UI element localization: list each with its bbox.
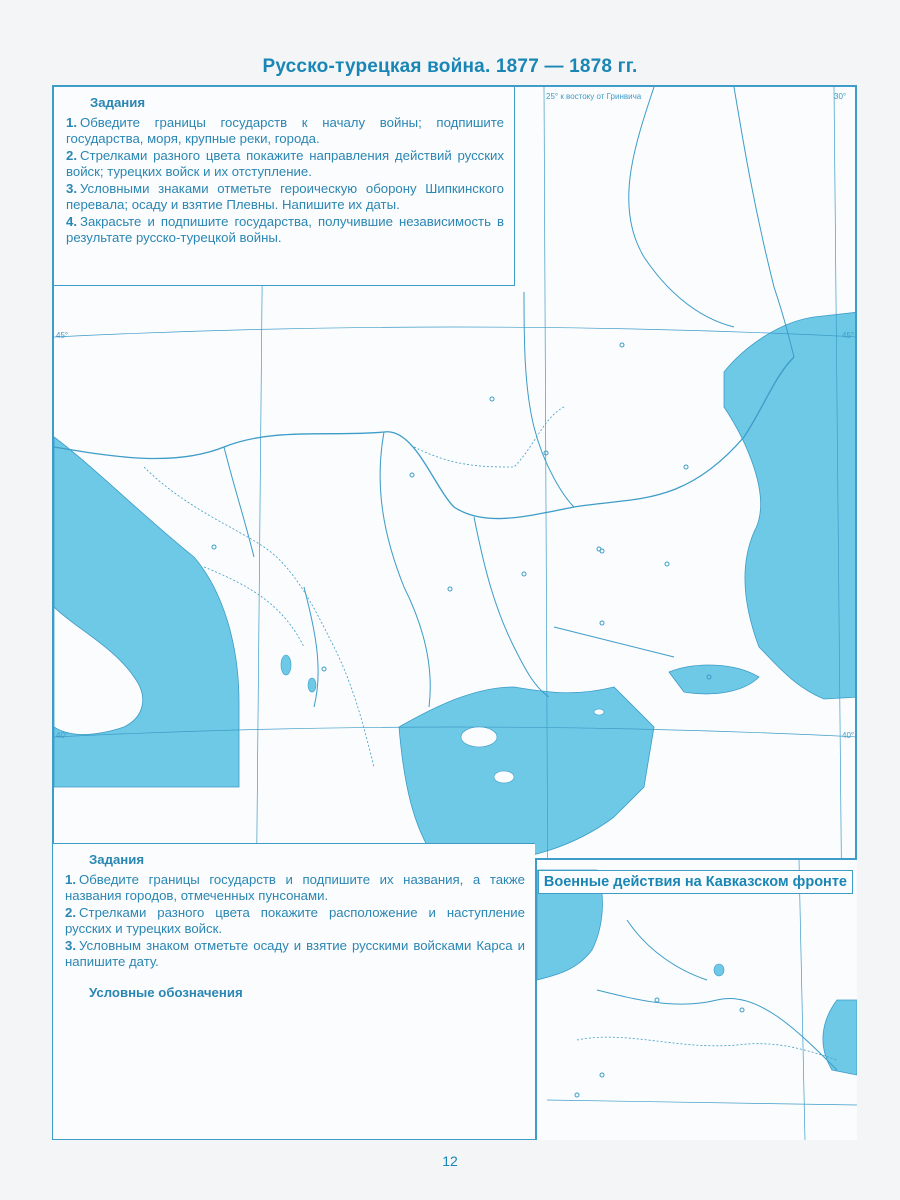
page-number: 12 (442, 1153, 458, 1169)
river (224, 447, 254, 557)
city-dot (490, 397, 494, 401)
river (474, 517, 549, 697)
lake (281, 655, 291, 675)
task-box-caucasus (53, 843, 535, 1139)
task-item: 1. Обведите границы государств и подпишите их названия, а также названия городов, отмеченных пунсонами. (65, 871, 525, 903)
caucasus-map-canvas (537, 860, 857, 1140)
task-item: 4. Закрасьте и подпишите государства, получившие независимость в результате русско-турецкой войны. (66, 213, 504, 245)
task-header: Задания (90, 95, 146, 110)
latitude-label: 45° (842, 331, 855, 340)
island (594, 709, 604, 715)
river (524, 292, 574, 507)
city-dot (448, 587, 452, 591)
city-dot (740, 1008, 744, 1012)
island (494, 771, 514, 783)
task-item: 2. Стрелками разного цвета покажите расположение и наступление русских и турецких войск. (65, 904, 525, 936)
inset-title: Военные действия на Кавказском фронте (538, 870, 853, 894)
task-header: Задания (89, 852, 145, 867)
border-line (414, 407, 564, 467)
meridian-label: 25° к востоку от Гринвича (546, 92, 642, 101)
meridian-line (547, 1100, 857, 1105)
city-dot (600, 621, 604, 625)
river (627, 920, 707, 980)
city-dot (410, 473, 414, 477)
city-dot (522, 572, 526, 576)
river (380, 432, 430, 707)
city-dot (575, 1093, 579, 1097)
island (461, 727, 497, 747)
latitude-label: 45° (56, 331, 69, 340)
city-dot (600, 1073, 604, 1077)
task-item: 3. Условными знаками отметьте героическую оборону Шипкинского перевала; осаду и взятие Плевны. Напишите их даты. (66, 180, 504, 212)
river (554, 627, 674, 657)
city-dot (655, 998, 659, 1002)
city-dot (600, 549, 604, 553)
latitude-label: 40° (56, 731, 69, 740)
city-dot (212, 545, 216, 549)
task-item: 3. Условным знаком отметьте осаду и взятие русскими войсками Карса и напишите дату. (65, 937, 525, 969)
river (734, 87, 794, 357)
sea-of-marmara (669, 665, 759, 694)
meridian-label: 30° (834, 92, 847, 101)
river-danube (54, 357, 794, 519)
black-sea (724, 312, 857, 699)
city-dot (684, 465, 688, 469)
page-title: Русско-турецкая война. 1877 — 1878 гг. (262, 56, 638, 77)
river (597, 990, 837, 1070)
task-box-main (53, 86, 515, 286)
border-line (577, 1037, 837, 1060)
task-item: 1. Обведите границы государств к началу войны; подпишите государства, моря, крупные реки, города. (66, 114, 504, 146)
city-dot (620, 343, 624, 347)
city-dot (665, 562, 669, 566)
meridian-line (799, 860, 805, 1140)
task-item: 2. Стрелками разного цвета покажите направления действий русских войск; турецких войск и их отступление. (66, 147, 504, 179)
latitude-label: 40° (842, 731, 855, 740)
city-dot (322, 667, 326, 671)
parallel-line (54, 327, 857, 337)
lake (308, 678, 316, 692)
caucasus-inset-map (535, 858, 857, 1140)
legend-header: Условные обозначения (89, 984, 243, 1000)
lake (714, 964, 724, 976)
river (629, 87, 734, 327)
caspian-sea-inset (823, 1000, 857, 1075)
